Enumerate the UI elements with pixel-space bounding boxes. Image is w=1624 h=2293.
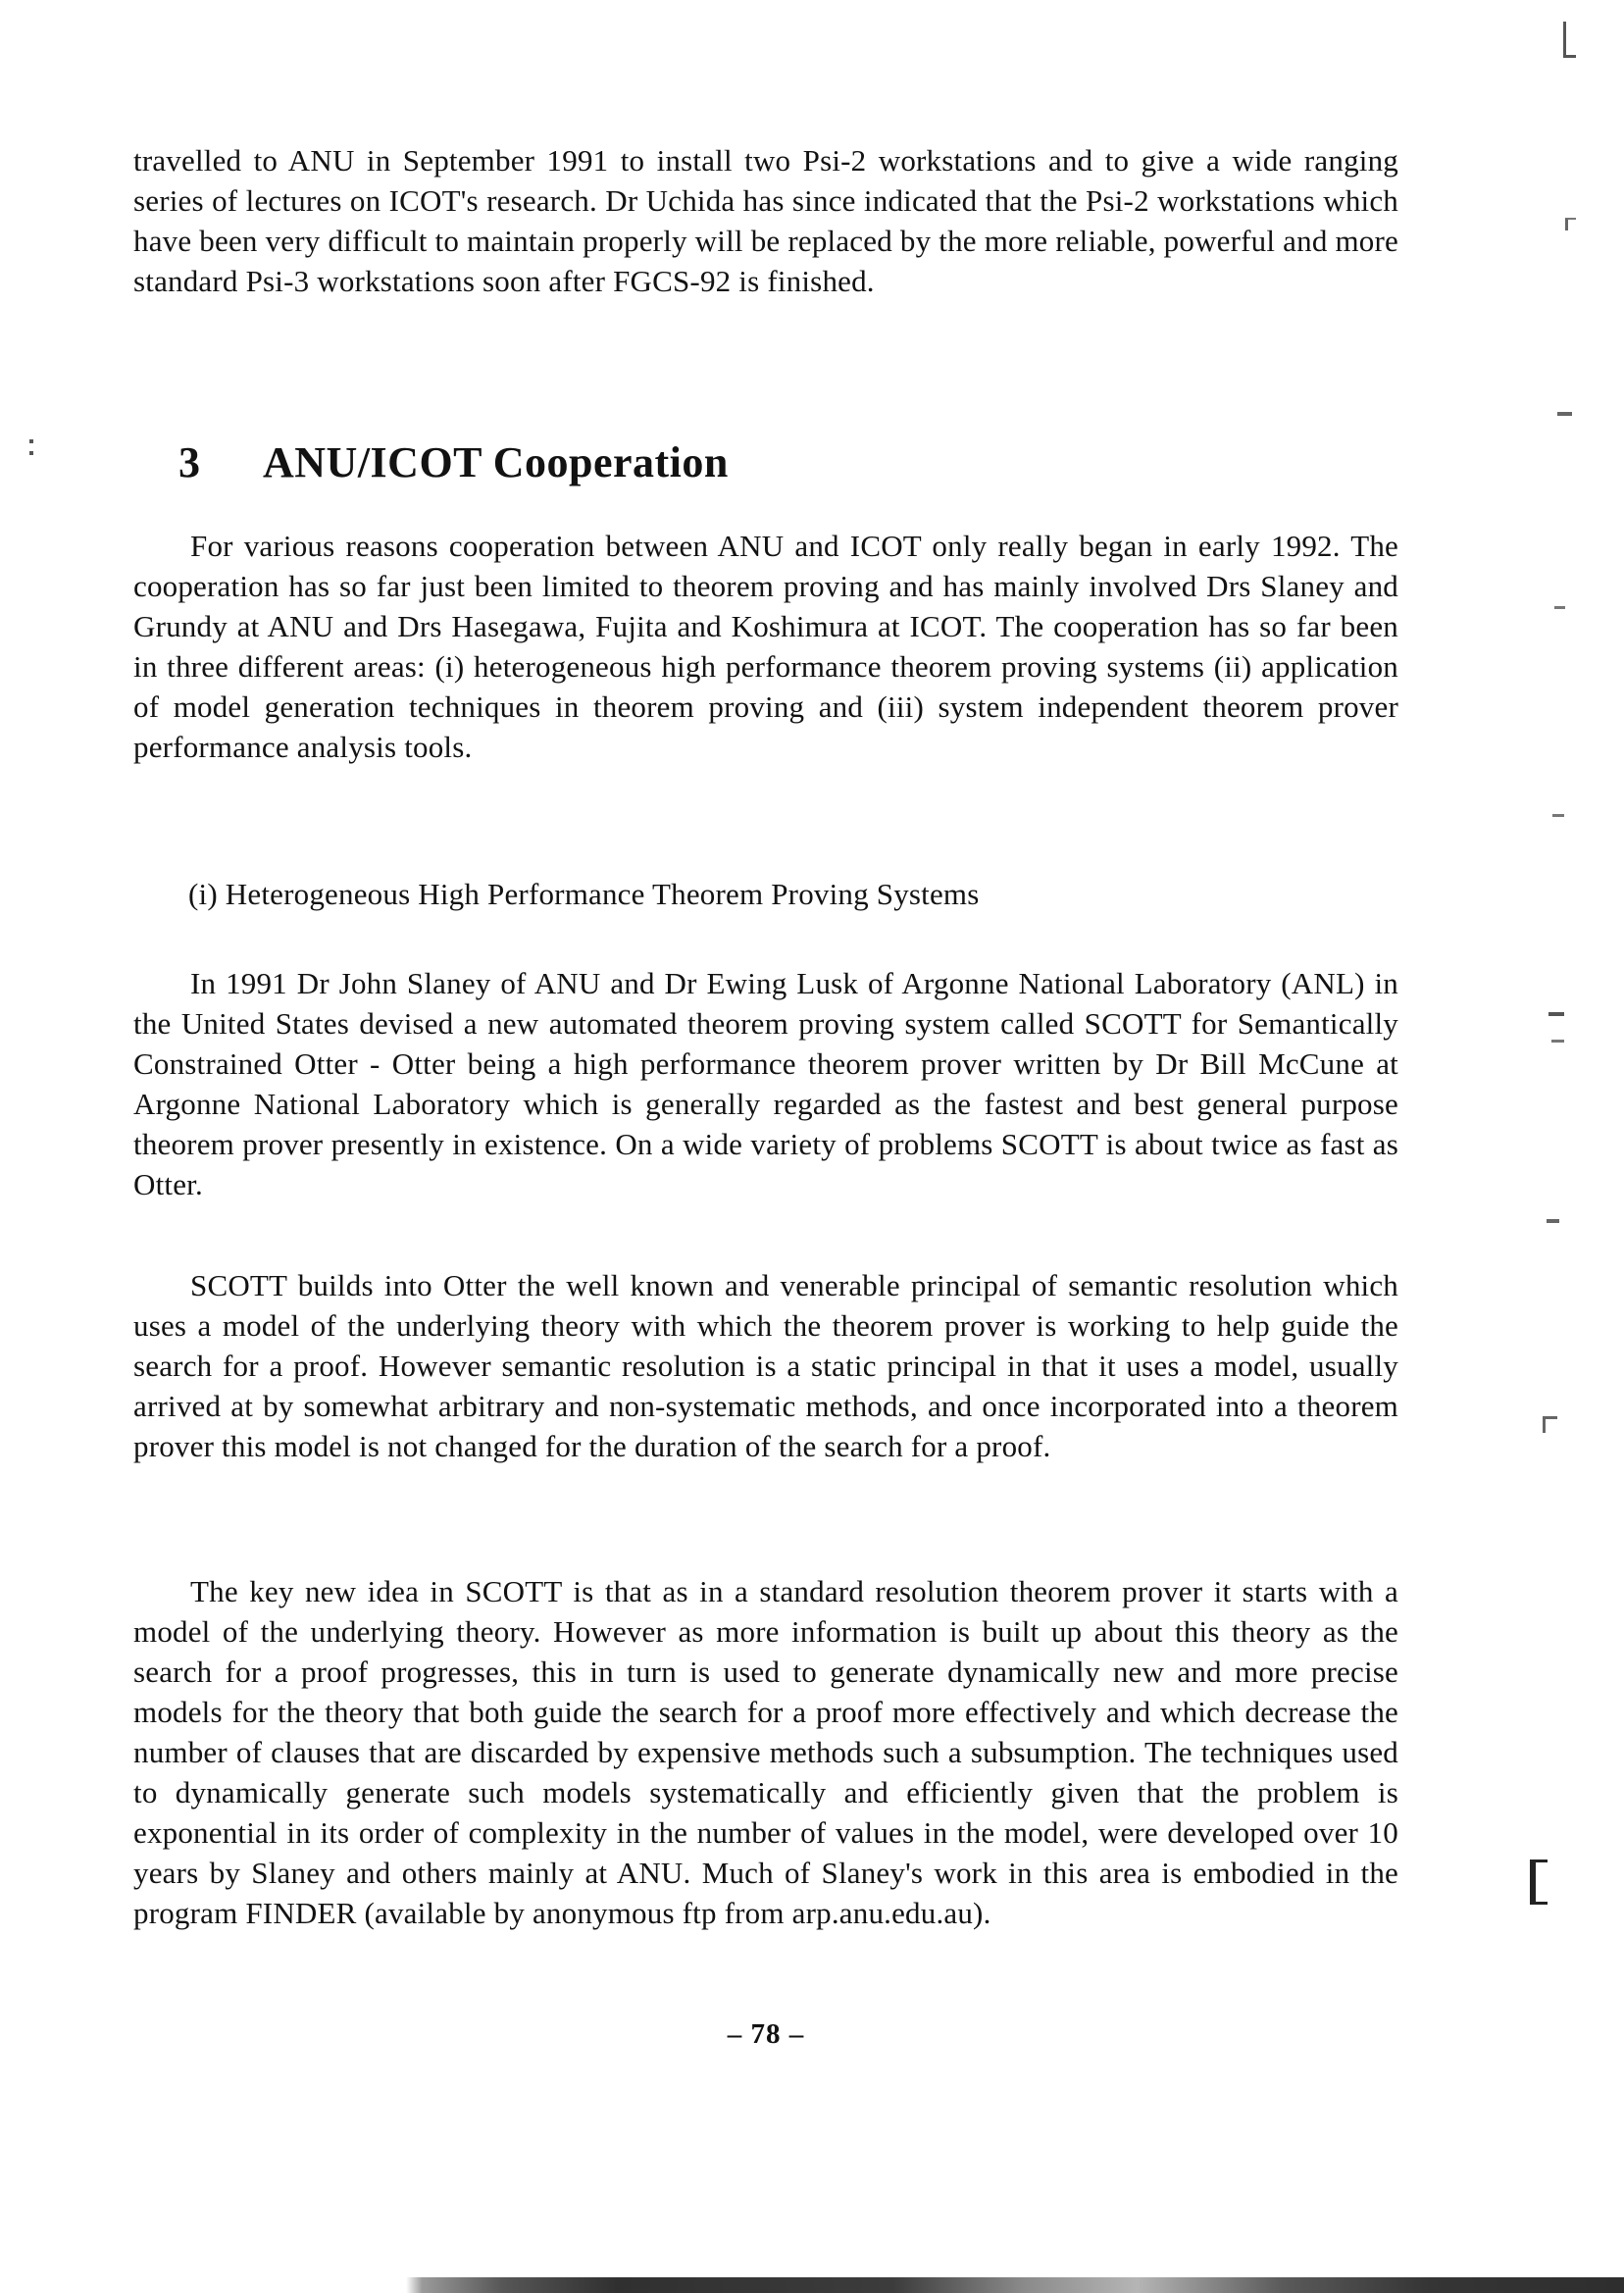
paragraph-key-idea: The key new idea in SCOTT is that as in a standard resolution theorem prover it starts with a model of the underlying theory. However as more information is built up about this theory as the search for a proof progresses, this in turn is used to generate dynamically new and more precise models for the theory that both guide the search for a proof more effectively and which decrease the number of clauses that are discarded by expensive methods such a subsumption. The techniques used to dynamically generate such models systematically and efficiently given that the problem is exponential in its order of complexity in the number of values in the model, were developed over 10 years by Slaney and others mainly at ANU. Much of Slaney's work in this area is embodied in the program FINDER (available by anonymous ftp from arp.anu.edu.au). (133, 1574, 1398, 1930)
scan-artifact-right-7 (1543, 1416, 1557, 1433)
scan-artifact-top-right (1563, 22, 1576, 58)
scan-artifact-left-colon (29, 439, 33, 455)
scan-artifact-right-4 (1552, 814, 1564, 817)
scan-artifact-right-6 (1547, 1219, 1559, 1223)
scan-artifact-right-5a (1548, 1012, 1564, 1016)
scan-artifact-right-3 (1554, 606, 1565, 609)
subheading-heterogeneous-systems: (i) Heterogeneous High Performance Theorem Proving Systems (188, 877, 980, 911)
paragraph-psi-workstations: travelled to ANU in September 1991 to install two Psi-2 workstations and to give a wide ranging series of lectures on ICOT's research. Dr Uchida has since indicated that the Psi-2 workstations which have been very difficult to maintain properly will be replaced by the more reliable, powerful and more standard Psi-3 workstations soon after FGCS-92 is finished. (133, 143, 1398, 298)
section-heading (133, 437, 1398, 488)
scan-artifact-right-1 (1565, 218, 1576, 230)
section-title: ANU/ICOT Cooperation (263, 438, 729, 486)
section-number: 3 (178, 438, 201, 486)
scan-artifact-bottom-right (1530, 1860, 1548, 1905)
paragraph-anu-icot-cooperation: For various reasons cooperation between ANU and ICOT only really began in early 1992. The cooperation has so far just been limited to theorem proving and has mainly involved Drs Slaney and Grundy at ANU and Drs Hasegawa, Fujita and Koshimura at ICOT. The cooperation has so far been in three different areas: (i) heterogeneous high performance theorem proving systems (ii) application of model generation techniques in theorem proving and (iii) system independent theorem prover performance analysis tools. (133, 529, 1398, 764)
scan-artifact-right-2 (1557, 412, 1572, 416)
paragraph-scott-intro: In 1991 Dr John Slaney of ANU and Dr Ewing Lusk of Argonne National Laboratory (ANL) in the United States devised a new automated theorem proving system called SCOTT for Semantically Constrained Otter - Otter being a high performance theorem prover written by Dr Bill McCune at Argonne National Laboratory which is generally regarded as the fastest and best general purpose theorem prover presently in existence. On a wide variety of problems SCOTT is about twice as fast as Otter. (133, 966, 1398, 1201)
scan-artifact-right-5b (1551, 1040, 1564, 1043)
scan-edge-bottom-band (0, 2277, 1624, 2293)
paragraph-semantic-resolution: SCOTT builds into Otter the well known and venerable principal of semantic resolution which uses a model of the underlying theory with which the theorem prover is working to help guide the search for a proof. However semantic resolution is a static principal in that it uses a model, usually arrived at by somewhat arbitrary and non-systematic methods, and once incorporated into a theorem prover this model is not changed for the duration of the search for a proof. (133, 1268, 1398, 1463)
page-number: – 78 – (727, 2018, 805, 2050)
